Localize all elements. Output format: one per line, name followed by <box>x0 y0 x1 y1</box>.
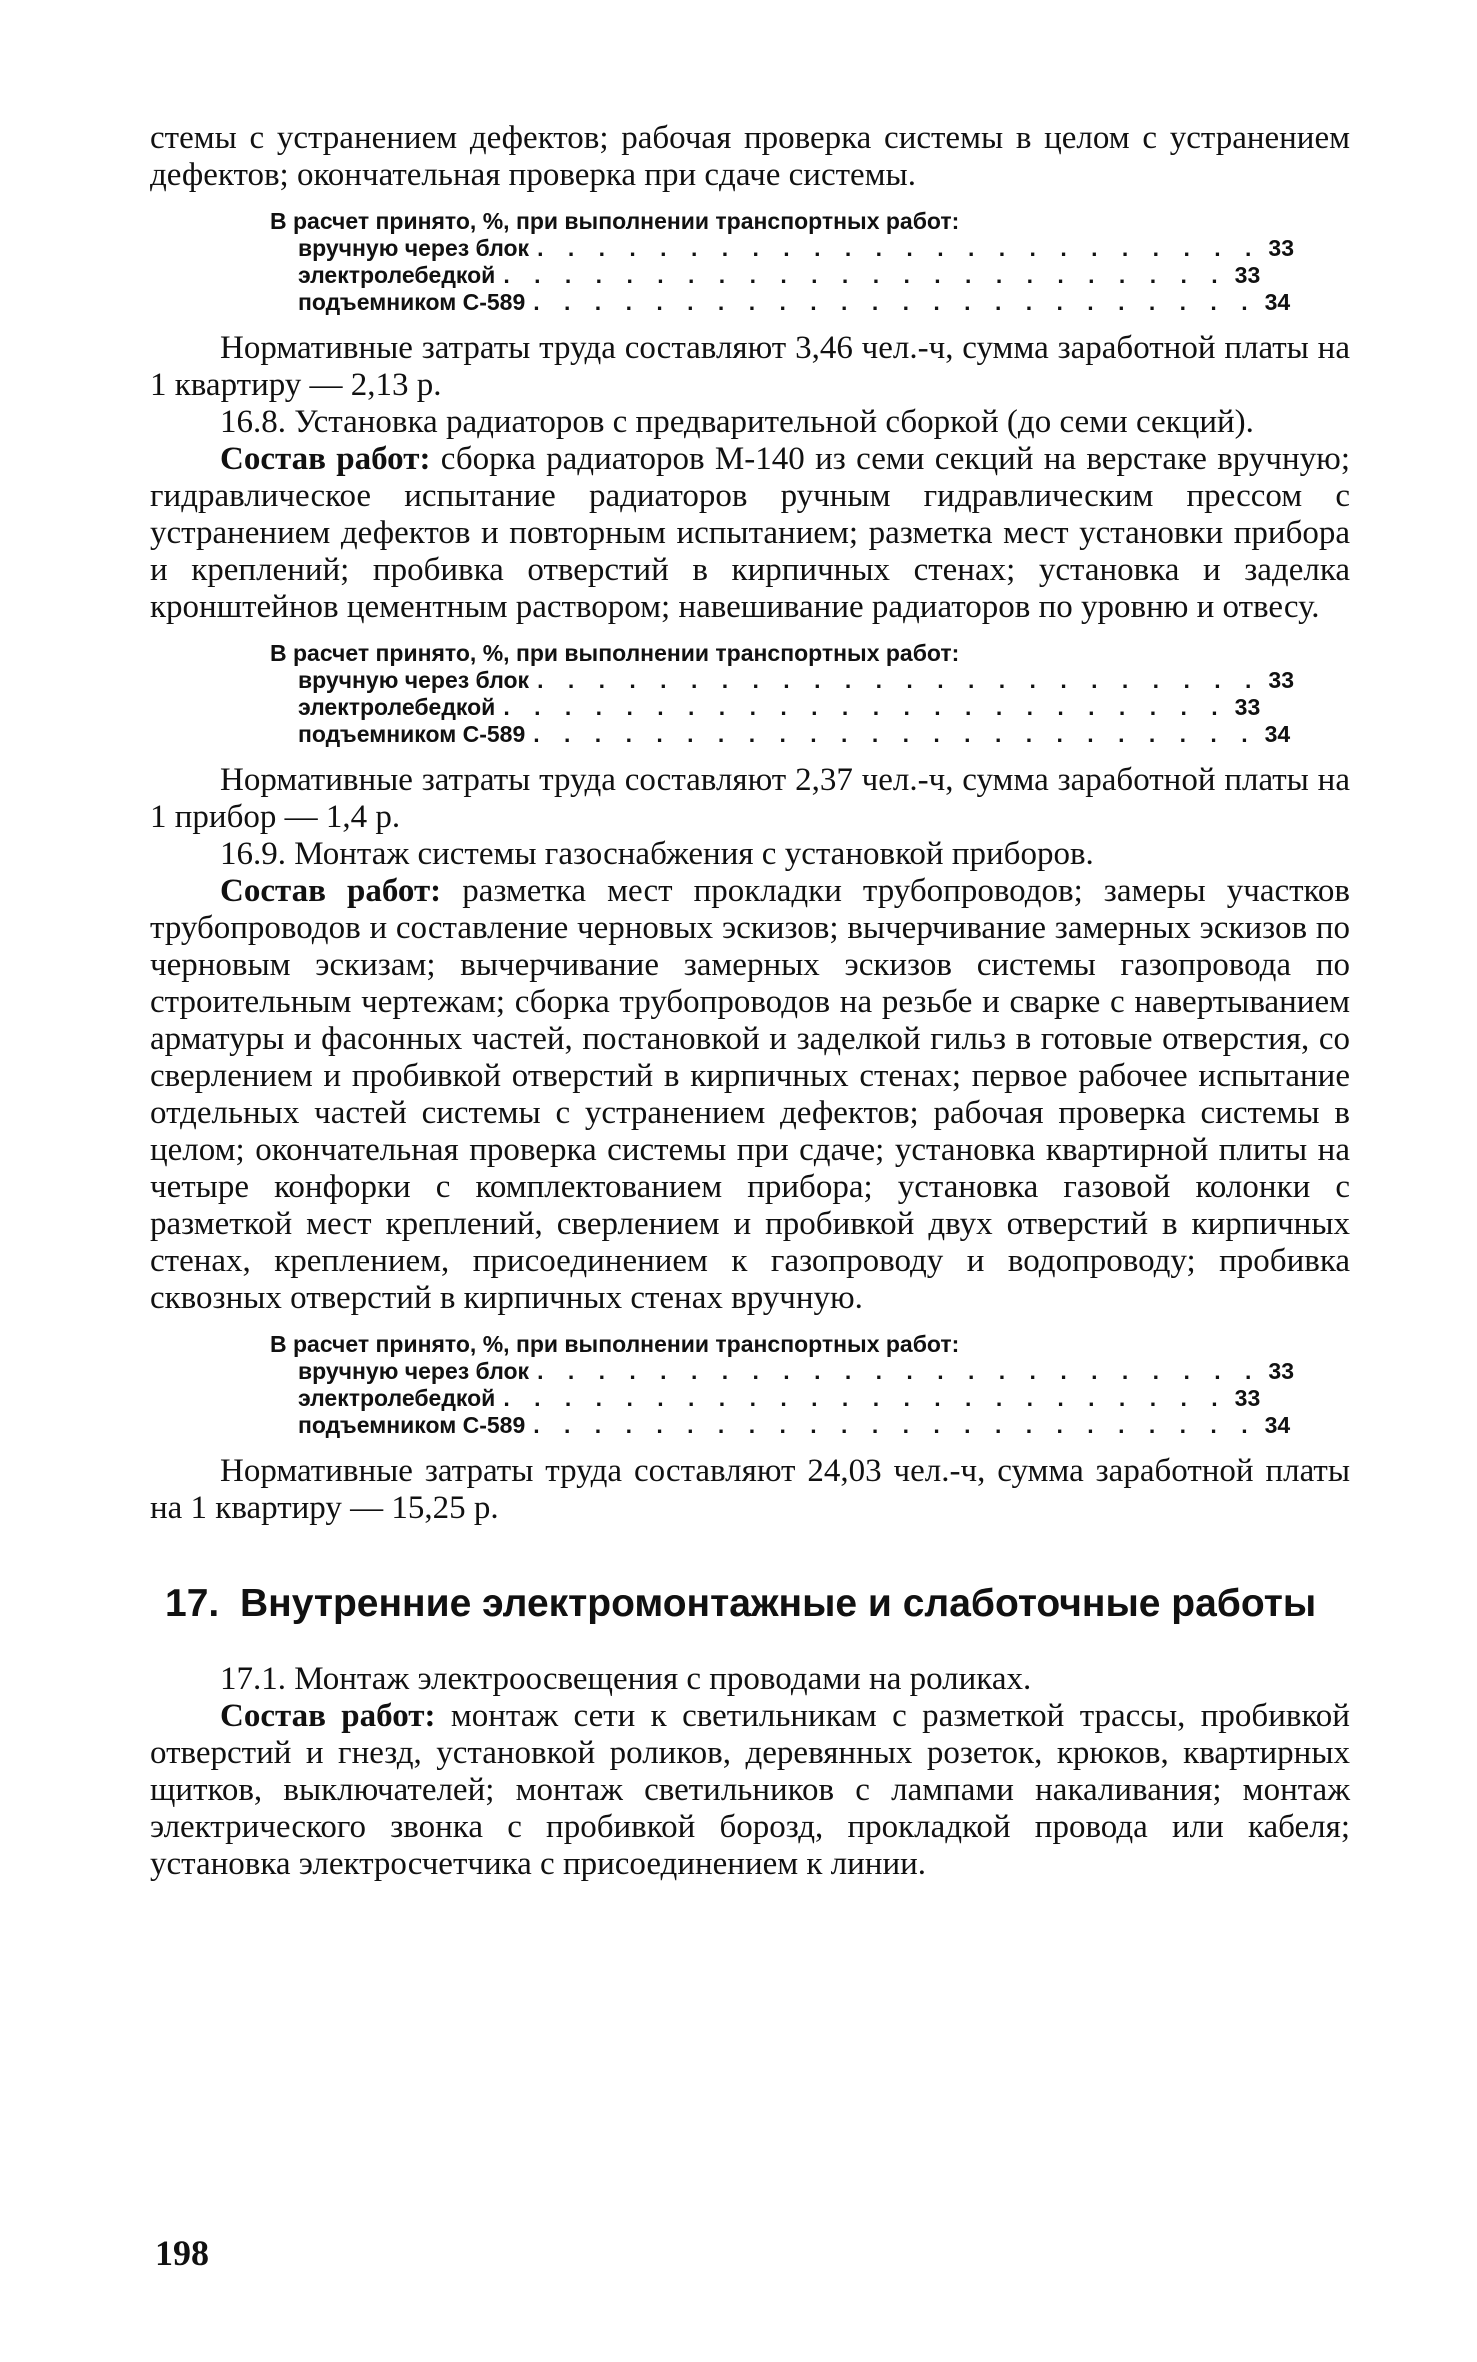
calc-label: электролебедкой <box>298 694 496 720</box>
calc-value: 33 <box>1234 1385 1261 1411</box>
labor-costs-paragraph: Нормативные затраты труда составляют 24,03 чел.-ч, сумма заработной платы на 1 квартиру — 15,25 р. <box>150 1453 1350 1526</box>
calc-row <box>270 235 1294 262</box>
leader-dots: . . . . . . . . . . . . . . . . . . . . . . . . <box>537 1358 1261 1384</box>
transport-calc-1 <box>270 208 1294 316</box>
calc-row <box>270 1412 1291 1439</box>
calc-value: 33 <box>1268 1358 1294 1384</box>
calc-title: В расчет принято, %, при выполнении транспортных работ: <box>270 208 960 234</box>
lead-text: разметка мест прокладки трубопроводов; замеры участков трубопроводов и составление черновых эскизов; вычерчивание замерных эскизов по черновым эскизам; вычерчивание замерных эскизов системы газопровода по строительным чертежам; сборка трубопроводов на резьбе и сварке с навертыванием арматуры и фасонных частей, постановкой и заделкой гильз в готовые отверстия, со сверлением и пробивкой отверстий в кирпичных стенах; первое рабочее испытание отдельных частей системы с устранением дефектов; рабочая проверка системы в целом; окончательная проверка системы при сдаче; установка квартирной плиты на четыре конфорки с комплектованием прибора; установка газовой колонки с разметкой мест креплений, сверлением и пробивкой двух отверстий в кирпичных стенах, креплением, присоединением к газопроводу и водопроводу; пробивка сквозных отверстий в кирпичных стенах вручную. <box>150 873 1350 1316</box>
page-body <box>150 120 1350 1883</box>
calc-value: 33 <box>1234 694 1261 720</box>
subsection-16-9-heading: 16.9. Монтаж системы газоснабжения с установкой приборов. <box>220 836 1094 872</box>
calc-label: подъемником С-589 <box>298 721 526 747</box>
transport-calc-2 <box>270 640 1294 748</box>
leader-dots: . . . . . . . . . . . . . . . . . . . . . . . . <box>503 1385 1227 1411</box>
calc-value: 33 <box>1268 235 1294 261</box>
calc-value: 34 <box>1264 289 1291 315</box>
calc-row <box>270 1358 1294 1385</box>
calc-label: вручную через блок <box>298 1358 530 1384</box>
lead-text: сборка радиаторов М-140 из семи секций на верстаке вручную; гидравлическое испытание радиаторов ручным гидравлическим прессом с устранением дефектов и повторным испытанием; разметка мест установки прибора и креплений; пробивка отверстий в кирпичных стенах; установка и заделка кронштейнов цементным раствором; навешивание радиаторов по уровню и отвесу. <box>150 441 1350 625</box>
labor-costs-paragraph: Нормативные затраты труда составляют 3,46 чел.-ч, сумма заработной платы на 1 квартиру — 2,13 р. <box>150 330 1350 403</box>
page-number: 198 <box>155 2233 209 2273</box>
calc-value: 34 <box>1264 721 1291 747</box>
calc-value: 34 <box>1264 1412 1291 1438</box>
lead-label: Состав работ: <box>220 1698 436 1734</box>
work-composition-paragraph <box>150 441 1350 626</box>
paragraph-continuation: стемы с устранением дефектов; рабочая проверка системы в целом с устранением дефектов; окончательная проверка при сдаче системы. <box>150 120 1350 193</box>
work-composition-paragraph <box>150 873 1350 1317</box>
calc-label: электролебедкой <box>298 1385 496 1411</box>
calc-row <box>270 721 1291 748</box>
leader-dots: . . . . . . . . . . . . . . . . . . . . . . . . <box>533 721 1257 747</box>
lead-label: Состав работ: <box>220 441 431 477</box>
calc-value: 33 <box>1268 667 1294 693</box>
leader-dots: . . . . . . . . . . . . . . . . . . . . . . . . <box>533 289 1257 315</box>
calc-row <box>270 289 1291 316</box>
calc-row <box>270 262 1261 289</box>
leader-dots: . . . . . . . . . . . . . . . . . . . . . . . . <box>537 235 1261 261</box>
calc-row <box>270 694 1261 721</box>
calc-title: В расчет принято, %, при выполнении транспортных работ: <box>270 640 960 666</box>
calc-row <box>270 667 1294 694</box>
subsection-16-8-heading: 16.8. Установка радиаторов с предварительной сборкой (до семи секций). <box>220 404 1254 440</box>
labor-costs-paragraph: Нормативные затраты труда составляют 2,37 чел.-ч, сумма заработной платы на 1 прибор — 1,4 р. <box>150 762 1350 835</box>
subsection-17-1-heading: 17.1. Монтаж электроосвещения с проводами на роликах. <box>220 1661 1032 1697</box>
calc-value: 33 <box>1234 262 1261 288</box>
leader-dots: . . . . . . . . . . . . . . . . . . . . . . . . <box>503 262 1227 288</box>
calc-label: подъемником С-589 <box>298 1412 526 1438</box>
work-composition-paragraph <box>150 1698 1350 1883</box>
leader-dots: . . . . . . . . . . . . . . . . . . . . . . . . <box>537 667 1261 693</box>
calc-label: электролебедкой <box>298 262 496 288</box>
lead-text: монтаж сети к светильникам с разметкой трассы, пробивкой отверстий и гнезд, установкой роликов, деревянных розеток, крюков, квартирных щитков, выключателей; монтаж светильников с лампами накаливания; монтаж электрического звонка с пробивкой борозд, прокладкой провода или кабеля; установка электросчетчика с присоединением к линии. <box>150 1698 1350 1882</box>
transport-calc-3 <box>270 1331 1294 1439</box>
calc-row <box>270 1385 1261 1412</box>
leader-dots: . . . . . . . . . . . . . . . . . . . . . . . . <box>533 1412 1257 1438</box>
calc-label: подъемником С-589 <box>298 289 526 315</box>
calc-title: В расчет принято, %, при выполнении транспортных работ: <box>270 1331 960 1357</box>
section-title: Внутренние электромонтажные и слаботочные работы <box>240 1582 1317 1625</box>
calc-label: вручную через блок <box>298 667 530 693</box>
section-number: 17. <box>165 1582 220 1625</box>
calc-label: вручную через блок <box>298 235 530 261</box>
lead-label: Состав работ: <box>220 873 442 909</box>
leader-dots: . . . . . . . . . . . . . . . . . . . . . . . . <box>503 694 1227 720</box>
section-17-heading <box>165 1581 1350 1627</box>
